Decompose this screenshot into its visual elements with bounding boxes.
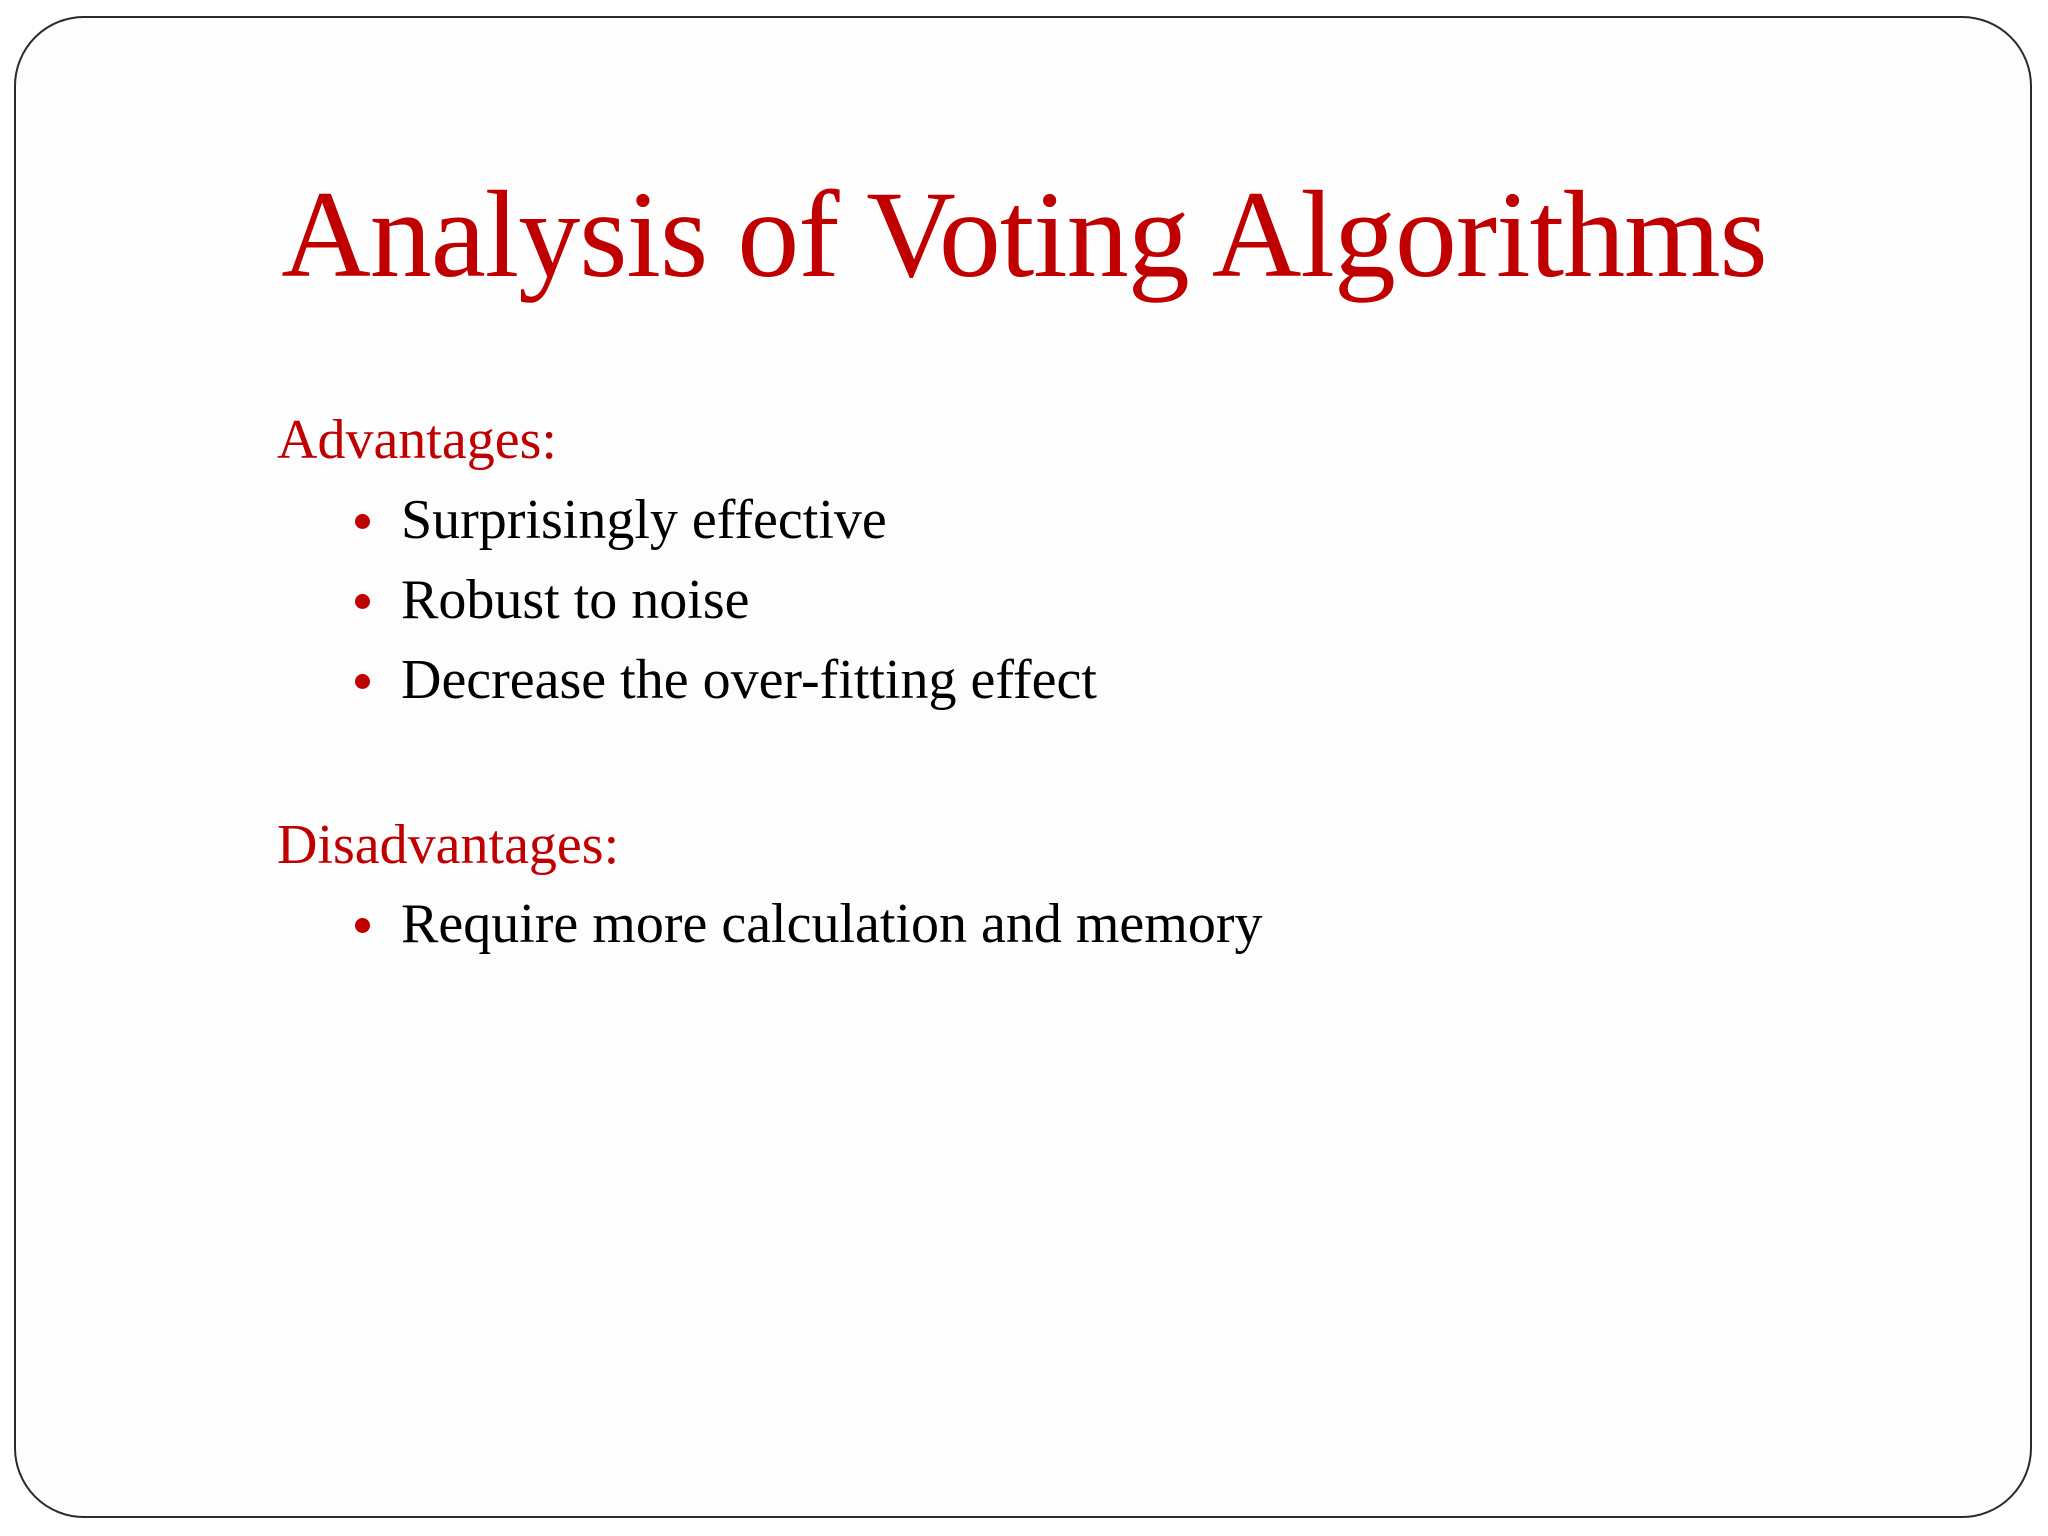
bullet-text: Surprisingly effective	[401, 489, 887, 551]
advantages-list	[355, 488, 1097, 728]
list-item	[355, 488, 1097, 568]
bullet-text: Decrease the over-fitting effect	[401, 649, 1097, 711]
list-item	[355, 568, 1097, 648]
list-item	[355, 892, 1262, 972]
disadvantages-heading: Disadvantages:	[277, 814, 620, 876]
bullet-icon	[355, 918, 370, 933]
bullet-icon	[355, 514, 370, 529]
bullet-text: Require more calculation and memory	[401, 893, 1263, 955]
bullet-text: Robust to noise	[401, 569, 750, 631]
list-item	[355, 648, 1097, 728]
bullet-icon	[355, 674, 370, 689]
advantages-heading: Advantages:	[277, 409, 557, 471]
slide-title: Analysis of Voting Algorithms	[281, 166, 1767, 303]
disadvantages-list	[355, 892, 1262, 972]
bullet-icon	[355, 594, 370, 609]
